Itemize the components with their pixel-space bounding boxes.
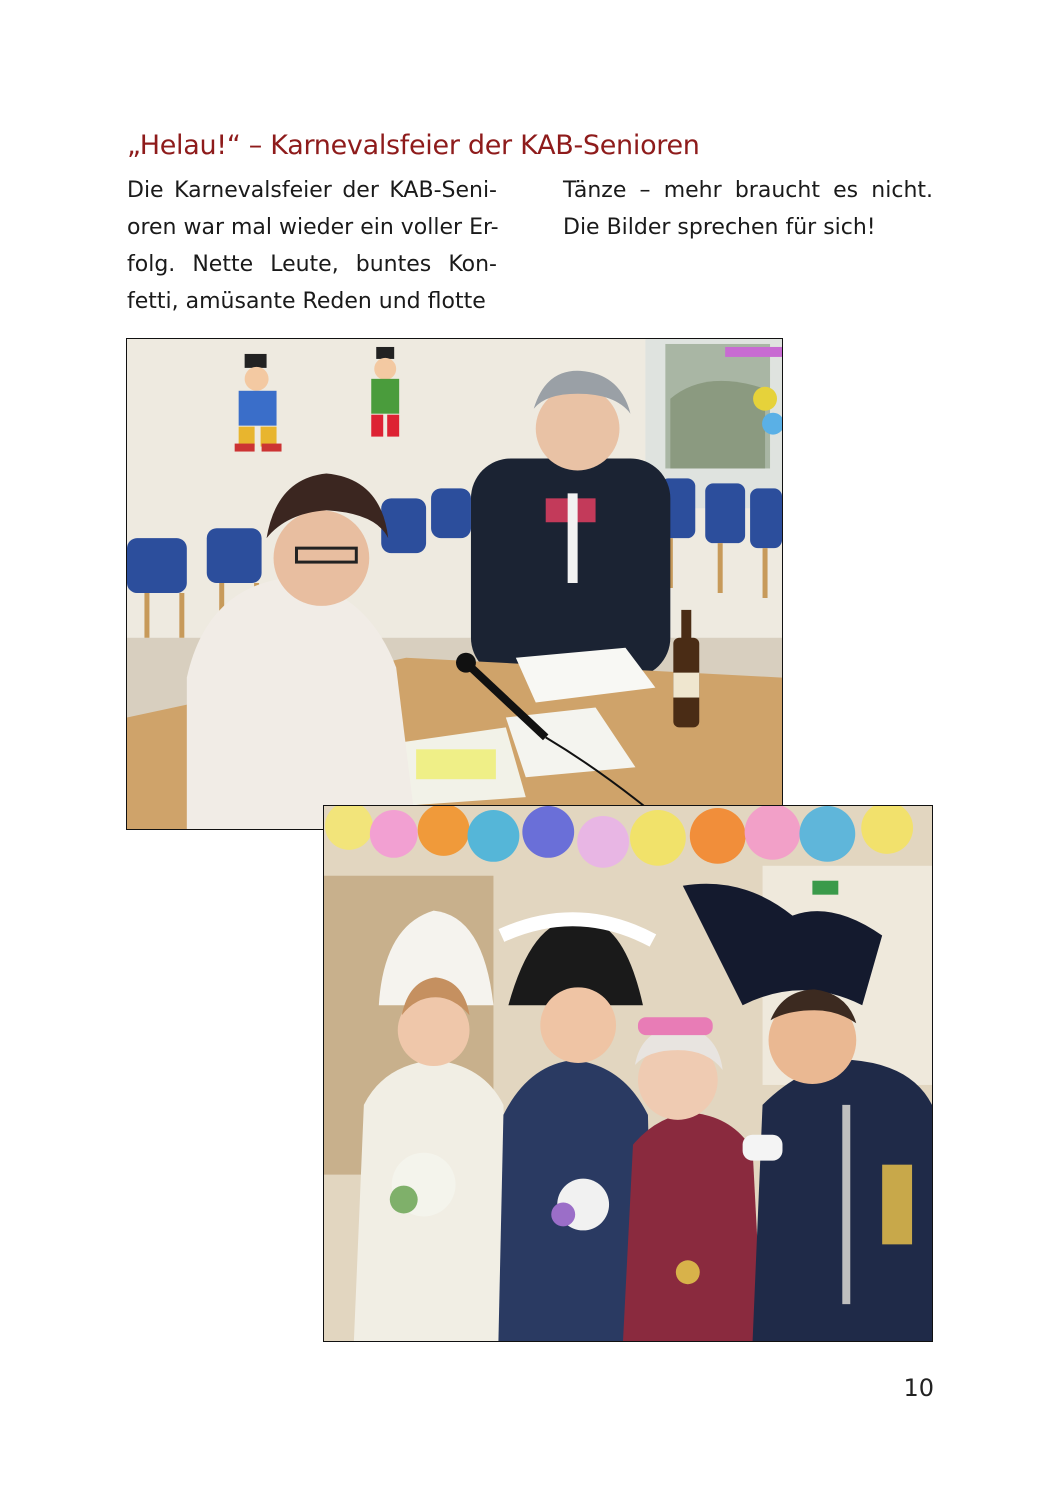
- text-line: fetti, amüsante Reden und flotte: [127, 289, 486, 314]
- text-line: Die Karnevalsfeier der KAB-Seni-: [127, 178, 497, 203]
- photo-carnival-speech: [126, 338, 783, 830]
- text-column-right: [563, 172, 933, 246]
- text-line: Tänze – mehr braucht es nicht.: [563, 178, 933, 203]
- text-line: Die Bilder sprechen für sich!: [563, 215, 876, 240]
- text-line: folg. Nette Leute, buntes Kon-: [127, 252, 497, 277]
- photo-carnival-group: [323, 805, 933, 1342]
- article-headline: „Helau!“ – Karnevalsfeier der KAB-Senioren: [127, 130, 700, 161]
- text-line: oren war mal wieder ein voller Er-: [127, 215, 499, 240]
- page-number: 10: [903, 1374, 934, 1402]
- text-column-left: [127, 172, 497, 320]
